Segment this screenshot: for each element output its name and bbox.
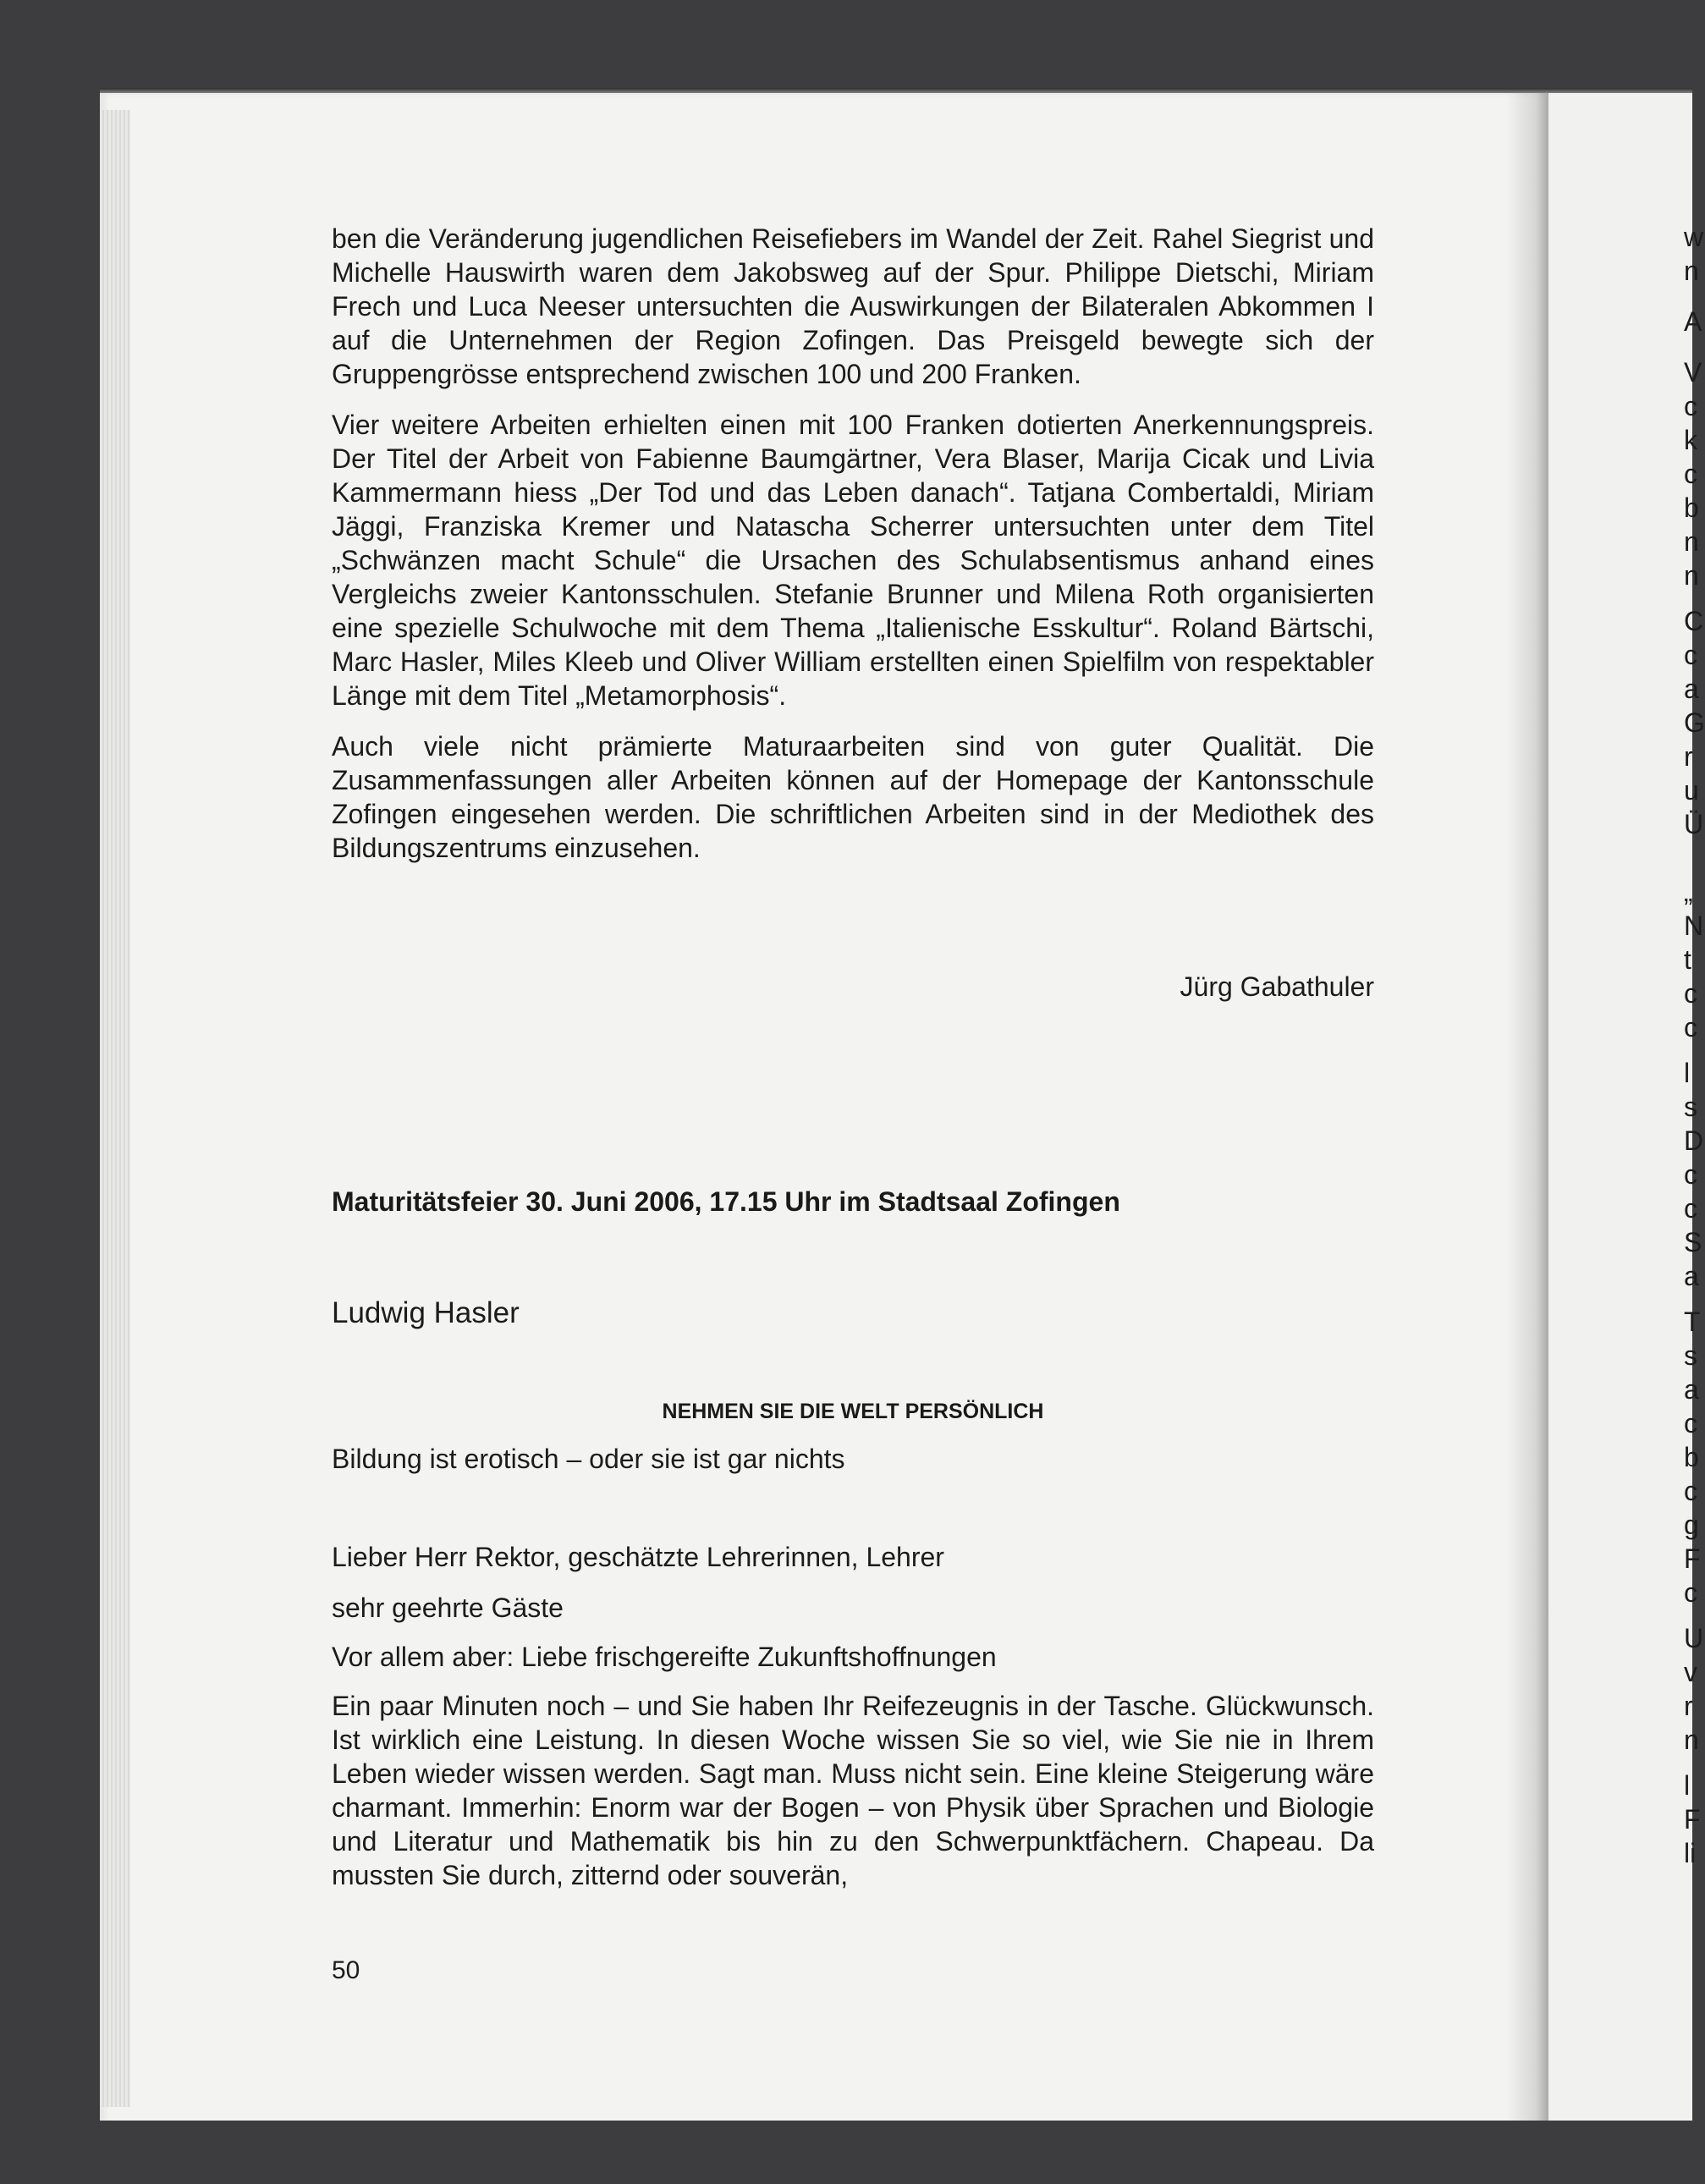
right-page-fragment: a bbox=[1684, 1374, 1699, 1405]
right-page-fragment: c bbox=[1684, 640, 1697, 670]
right-page-fragment: li bbox=[1684, 1838, 1697, 1868]
right-page bbox=[1548, 93, 1692, 2126]
salutation-line: Vor allem aber: Liebe frischgereifte Zukunftshoffnungen bbox=[332, 1642, 997, 1672]
paragraph: Ein paar Minuten noch – und Sie haben Ihr Reifezeugnis in der Tasche. Glückwunsch. Ist wirklich eine Leistung. In diesen Woche wissen Sie so viel, wie Sie nie in Ihrem Leben wieder wissen werden. Sagt man. Muss nicht sein. Eine kleine Steigerung wäre charmant. Immerhin: Enorm war der Bogen – von Physik über Sprachen und Biologie und Literatur und Mathematik bis hin zu den Schwerpunktfächern. Chapeau. Da mussten Sie durch, zitternd oder souverän, bbox=[332, 1691, 1374, 1890]
right-page-fragment: v bbox=[1684, 1657, 1697, 1687]
right-page-fragment: G bbox=[1684, 707, 1705, 738]
right-page-fragment: u bbox=[1684, 775, 1699, 806]
right-page-fragment: b bbox=[1684, 492, 1699, 523]
right-page-fragment: n bbox=[1684, 526, 1699, 557]
signature: Jürg Gabathuler bbox=[1180, 971, 1374, 1002]
right-page-fragment: c bbox=[1684, 1159, 1697, 1190]
right-page-fragment: a bbox=[1684, 674, 1699, 704]
right-page-fragment: N bbox=[1684, 910, 1704, 941]
right-page-fragment: s bbox=[1684, 1092, 1697, 1122]
right-page-fragment: „ bbox=[1684, 877, 1693, 907]
right-page-fragment: g bbox=[1684, 1510, 1699, 1540]
background-bottom bbox=[100, 2121, 1692, 2184]
right-page-fragment: c bbox=[1684, 1577, 1697, 1608]
right-page-fragment: S bbox=[1684, 1227, 1702, 1257]
paragraph: Auch viele nicht prämierte Maturaarbeiten sind von guter Qualität. Die Zusammenfassungen aller Arbeiten können auf der Homepage der Kantonsschule Zofingen eingesehen werden. Die schriftlichen Arbeiten sind in der Mediothek des Bildungszentrums einzusehen. bbox=[332, 731, 1374, 863]
right-page-fragment: C bbox=[1684, 606, 1704, 636]
right-page-fragment: c bbox=[1684, 1193, 1697, 1224]
paragraph: Vier weitere Arbeiten erhielten einen mit 100 Franken dotierten Anerkennungspreis. Der Titel der Arbeit von Fabienne Baumgärtner, Vera Blaser, Marija Cicak und Livia Kammermann hiess „Der Tod und das Leben danach“. Tatjana Combertaldi, Miriam Jäggi, Franziska Kremer und Natascha Scherrer untersuchten unter dem Titel „Schwänzen macht Schule“ die Ursachen des Schulabsentismus anhand eines Vergleichs zweier Kantonsschulen. Stefanie Brunner und Milena Roth organisierten eine spezielle Schulwoche mit dem Thema „Italienische Esskultur“. Roland Bärtschi, Marc Hasler, Miles Kleeb und Oliver William erstellten einen Spielfilm von respektabler Länge mit dem Titel „Metamorphosis“. bbox=[332, 410, 1374, 711]
book-gutter bbox=[1506, 93, 1548, 2126]
right-page-fragment: c bbox=[1684, 391, 1697, 421]
right-page-fragment: F bbox=[1684, 1804, 1701, 1835]
right-page-fragment: n bbox=[1684, 1725, 1699, 1755]
right-page-fragment: c bbox=[1684, 978, 1697, 1009]
right-page-fragment: c bbox=[1684, 459, 1697, 489]
right-page-fragment: w bbox=[1684, 222, 1704, 252]
page-number: 50 bbox=[332, 1956, 360, 1984]
right-page-fragment: Ü bbox=[1684, 809, 1704, 839]
author-name: Ludwig Hasler bbox=[332, 1296, 520, 1329]
right-page-fragment: r bbox=[1684, 741, 1693, 772]
right-page-fragment: D bbox=[1684, 1125, 1704, 1156]
right-page-fragment: l bbox=[1684, 1770, 1691, 1801]
right-page-fragment: V bbox=[1684, 357, 1702, 388]
right-page-fragment: t bbox=[1684, 944, 1691, 975]
right-page-fragment: k bbox=[1684, 425, 1697, 455]
salutation-line: Lieber Herr Rektor, geschätzte Lehrerinnen, Lehrer bbox=[332, 1542, 944, 1572]
right-page-fragment: U bbox=[1684, 1623, 1704, 1653]
right-page-fragment: a bbox=[1684, 1261, 1699, 1291]
page-stack-edge bbox=[100, 110, 130, 2107]
right-page-fragment: F bbox=[1684, 1543, 1701, 1574]
section-title: Maturitätsfeier 30. Juni 2006, 17.15 Uhr im Stadtsaal Zofingen bbox=[332, 1186, 1120, 1217]
right-page-fragment: A bbox=[1684, 306, 1702, 337]
right-page-fragment: s bbox=[1684, 1340, 1697, 1371]
speech-body bbox=[332, 1689, 1374, 1892]
article-continuation bbox=[332, 222, 1374, 865]
paragraph: ben die Veränderung jugendlichen Reisefiebers im Wandel der Zeit. Rahel Siegrist und Michelle Hauswirth waren dem Jakobsweg auf der Spur. Philippe Dietschi, Miriam Frech und Luca Neeser untersuchten die Auswirkungen der Bilateralen Abkommen I auf die Unternehmen der Region Zofingen. Das Preisgeld bewegte sich der Gruppengrösse entsprechend zwischen 100 und 200 Franken. bbox=[332, 223, 1374, 389]
right-page-fragment: n bbox=[1684, 256, 1699, 286]
right-page-fragment: b bbox=[1684, 1442, 1699, 1472]
right-page-fragment: c bbox=[1684, 1012, 1697, 1042]
right-page-fragment: c bbox=[1684, 1408, 1697, 1439]
salutation-line: sehr geehrte Gäste bbox=[332, 1593, 564, 1623]
right-page-fragment: n bbox=[1684, 560, 1699, 591]
right-page-fragment: l bbox=[1684, 1058, 1691, 1088]
right-page-fragment: r bbox=[1684, 1691, 1693, 1721]
right-page-fragment: c bbox=[1684, 1476, 1697, 1506]
right-page-fragment: T bbox=[1684, 1307, 1701, 1337]
speech-subtitle: Bildung ist erotisch – oder sie ist gar nichts bbox=[332, 1444, 845, 1474]
speech-title: NEHMEN SIE DIE WELT PERSÖNLICH bbox=[662, 1400, 1044, 1423]
